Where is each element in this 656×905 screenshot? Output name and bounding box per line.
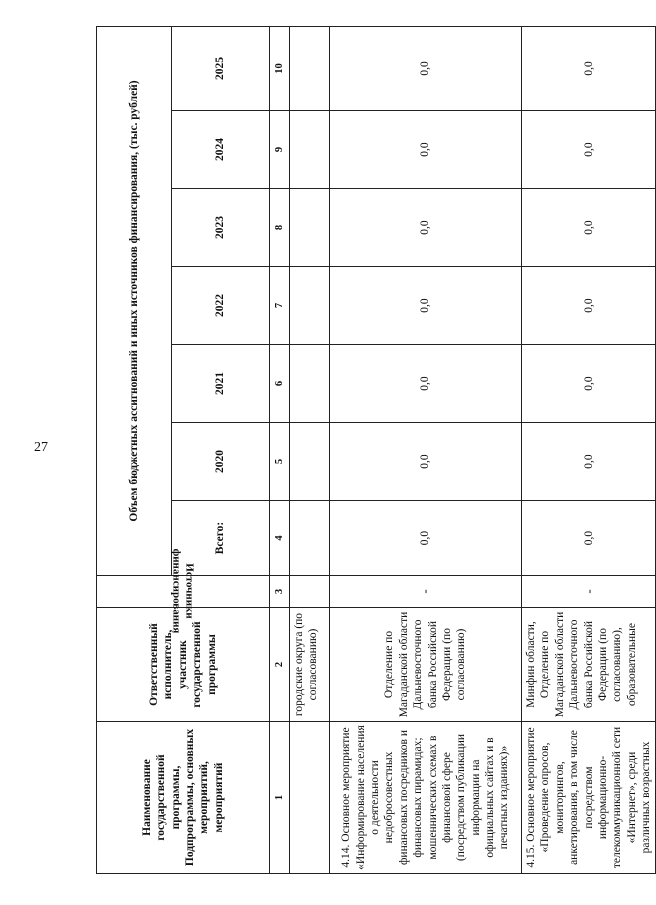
header-total: Всего: <box>172 501 270 576</box>
value-cell <box>290 423 330 501</box>
header-year-2023: 2023 <box>172 189 270 267</box>
column-number: 3 <box>270 576 290 608</box>
column-number: 4 <box>270 501 290 576</box>
column-number: 10 <box>270 26 290 110</box>
header-financing-source-cell <box>97 548 270 634</box>
column-numbers-row <box>270 26 290 873</box>
header-year-2022: 2022 <box>172 267 270 345</box>
column-number: 5 <box>270 423 290 501</box>
source-cell <box>290 576 330 608</box>
value-cell: 0,0 <box>522 423 656 501</box>
value-cell: 0,0 <box>330 189 522 267</box>
column-number: 6 <box>270 345 290 423</box>
header-financing-source: Источники финансирования <box>170 548 196 634</box>
value-cell: 0,0 <box>522 345 656 423</box>
program-name-cell: 4.14. Основное мероприятие «Информирование населения о деятельности недобросовестных финансовых посредников и финансовых пирамидах; мошеннических схемах в финансовой сфере (посредством публикации информации на официальных сайтах и в печатных изданиях)» <box>330 722 522 874</box>
header-year-2021: 2021 <box>172 345 270 423</box>
value-cell: 0,0 <box>522 501 656 576</box>
value-cell: 0,0 <box>330 345 522 423</box>
value-cell: 0,0 <box>522 111 656 189</box>
table-row <box>522 26 656 873</box>
value-cell: 0,0 <box>522 26 656 110</box>
value-cell: 0,0 <box>330 26 522 110</box>
header-year-2025: 2025 <box>172 26 270 110</box>
value-cell: 0,0 <box>330 501 522 576</box>
executor-cell: городские округа (по согласованию) <box>290 608 330 722</box>
table-row <box>290 26 330 873</box>
column-number: 8 <box>270 189 290 267</box>
column-number: 7 <box>270 267 290 345</box>
header-year-2020: 2020 <box>172 423 270 501</box>
value-cell: 0,0 <box>330 267 522 345</box>
value-cell <box>290 26 330 110</box>
value-cell <box>290 111 330 189</box>
financing-table <box>96 26 656 874</box>
header-program-name: Наименование государственной программы, Подпрограммы, основных мероприятий, мероприятий <box>97 722 270 874</box>
value-cell: 0,0 <box>330 111 522 189</box>
program-name-cell <box>290 722 330 874</box>
header-row-group <box>97 26 172 873</box>
program-name-cell: 4.15. Основное мероприятие «Проведение опросов, мониторингов, анкетирования, в том числе посредством информационно-телекоммуникационной сети «Интернет», среди различных возрастных <box>522 722 656 874</box>
header-executor: Ответственный исполнитель, участник государственной программы <box>97 608 270 722</box>
value-cell <box>290 345 330 423</box>
source-cell: - <box>330 576 522 608</box>
header-budget-group: Объем бюджетных ассигнований и иных источников финансирования, (тыс. рублей) <box>97 26 172 575</box>
executor-cell: Минфин области, Отделение по Магаданской области Дальневосточного банка Российской Федерации (по согласованию), образовательные <box>522 608 656 722</box>
value-cell: 0,0 <box>522 267 656 345</box>
table-row <box>330 26 522 873</box>
source-cell: - <box>522 576 656 608</box>
rotated-table-container <box>96 27 652 874</box>
column-number: 2 <box>270 608 290 722</box>
value-cell: 0,0 <box>522 189 656 267</box>
value-cell <box>290 501 330 576</box>
value-cell <box>290 267 330 345</box>
page-number: 27 <box>34 440 48 455</box>
header-year-2024: 2024 <box>172 111 270 189</box>
column-number: 9 <box>270 111 290 189</box>
value-cell: 0,0 <box>330 423 522 501</box>
value-cell <box>290 189 330 267</box>
executor-cell: Отделение по Магаданской области Дальневосточного банка Российской Федерации (по согласованию) <box>330 608 522 722</box>
column-number: 1 <box>270 722 290 874</box>
